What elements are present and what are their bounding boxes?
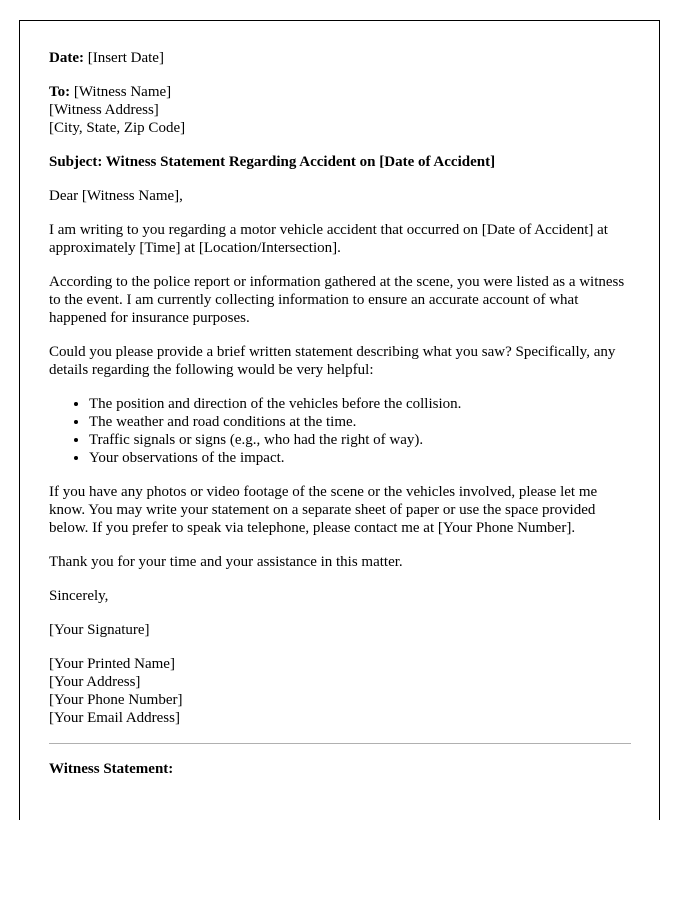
to-label: To: xyxy=(49,84,71,100)
subject-line: Subject: Witness Statement Regarding Accident on [Date of Accident] xyxy=(49,154,496,170)
salutation: Dear [Witness Name], xyxy=(49,188,183,204)
body-paragraph-3: Could you please provide a brief written statement describing what you saw? Specifically, any details regarding the following would be very helpful: xyxy=(49,344,616,378)
body-paragraph-1: I am writing to you regarding a motor vehicle accident that occurred on [Date of Accident] at approximately [Time] at [Location/Intersection]. xyxy=(49,222,608,256)
date-label: Date: xyxy=(49,50,84,66)
sender-phone: [Your Phone Number] xyxy=(49,692,183,708)
list-item: • Traffic signals or signs (e.g., who had the right of way). xyxy=(89,431,631,449)
sender-block xyxy=(49,655,631,727)
signature-placeholder: [Your Signature] xyxy=(49,622,150,638)
details-list xyxy=(49,395,631,467)
list-item: • Your observations of the impact. xyxy=(89,449,631,467)
sender-printed-name: [Your Printed Name] xyxy=(49,656,175,672)
body-paragraph-5: Thank you for your time and your assistance in this matter. xyxy=(49,554,403,570)
divider xyxy=(49,743,631,744)
list-item: • The weather and road conditions at the time. xyxy=(89,413,631,431)
recipient-address: [Witness Address] xyxy=(49,102,159,118)
closing: Sincerely, xyxy=(49,588,109,604)
recipient-block xyxy=(49,83,631,137)
sender-email: [Your Email Address] xyxy=(49,710,180,726)
sender-address: [Your Address] xyxy=(49,674,141,690)
body-paragraph-2: According to the police report or information gathered at the scene, you were listed as a witness to the event. I am currently collecting information to ensure an accurate account of what happened for insurance purposes. xyxy=(49,274,625,326)
list-item: • The position and direction of the vehicles before the collision. xyxy=(89,395,631,413)
letter-page xyxy=(19,20,660,820)
recipient-city-state-zip: [City, State, Zip Code] xyxy=(49,120,186,136)
date-line xyxy=(49,49,631,67)
witness-statement-heading: Witness Statement: xyxy=(49,761,174,777)
date-value: [Insert Date] xyxy=(83,50,164,66)
recipient-name: [Witness Name] xyxy=(73,84,172,100)
body-paragraph-4: If you have any photos or video footage of the scene or the vehicles involved, please let me know. You may write your statement on a separate sheet of paper or use the space provided below. If you prefer to speak via telephone, please contact me at [Your Phone Number]. xyxy=(49,484,598,536)
